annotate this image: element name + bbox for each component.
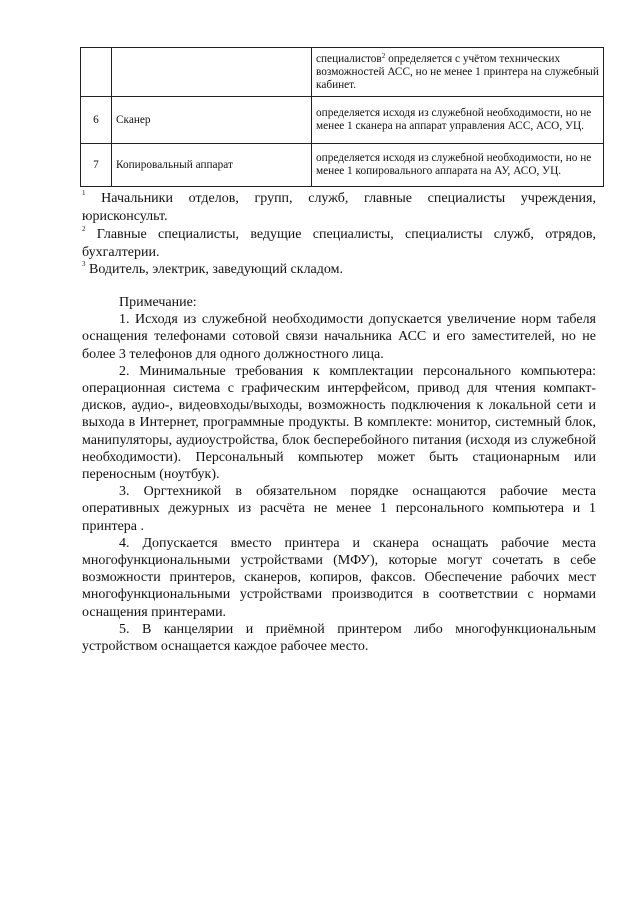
- equipment-norm: [312, 48, 604, 97]
- footnote-mark: 2: [82, 225, 86, 233]
- note-heading: Примечание:: [119, 295, 197, 310]
- footnote-ref: 2: [381, 51, 386, 60]
- note-item: 4. Допускается вместо принтера и сканера оснащать рабочие места многофункциональными устройствами (МФУ), которые могут сочетать в себе возможности принтеров, сканеров, копиров, факсов. Обеспечение рабочих мест многофункциональными устройствами производится в соответствии с нормами оснащения принтерами.: [82, 535, 596, 620]
- equipment-table: [80, 47, 604, 187]
- norm-text: специалистов: [316, 52, 382, 65]
- footnote-mark: 3: [82, 260, 86, 268]
- footnote-text: Начальники отделов, групп, служб, главные специалисты учреждения, юрисконсульт.: [82, 191, 596, 224]
- footnote-mark: 1: [82, 189, 86, 197]
- row-number: 7: [81, 144, 112, 187]
- table-row: [81, 97, 604, 144]
- footnote-text: Водитель, электрик, заведующий складом.: [85, 262, 343, 277]
- equipment-norm: [312, 97, 604, 144]
- norm-text-cont: определяется с учётом технических возможностей АСС, но не менее 1 принтера на служебный кабинет.: [316, 52, 599, 91]
- norm-text: определяется исходя из служебной необходимости, но не менее 1 сканера на аппарат управления АСС, АСО, УЦ.: [316, 107, 592, 132]
- equipment-name: Сканер: [112, 97, 312, 144]
- table-row: [81, 48, 604, 97]
- footnote-text: Главные специалисты, ведущие специалисты, специалисты служб, отрядов, бухгалтерии.: [82, 227, 596, 260]
- note-item: 3. Оргтехникой в обязательном порядке оснащаются рабочие места оперативных дежурных из расчёта не менее 1 персонального компьютера и 1 принтера .: [82, 484, 596, 534]
- footnote-3: [82, 261, 596, 279]
- footnote-2: [82, 226, 596, 262]
- norm-text: определяется исходя из служебной необходимости, но не менее 1 копировального аппарата на АУ, АСО, УЦ.: [316, 152, 592, 177]
- note-item: 5. В канцелярии и приёмной принтером либо многофункциональным устройством оснащается каждое рабочее место.: [82, 621, 596, 655]
- footnote-1: [82, 190, 596, 226]
- table-row: [81, 144, 604, 187]
- note-section: [82, 294, 596, 655]
- note-item: 1. Исходя из служебной необходимости допускается увеличение норм табеля оснащения телефонами сотовой связи начальника АСС и его заместителей, но не более 3 телефонов для одного должностного лица.: [82, 312, 596, 362]
- row-number: 6: [81, 97, 112, 144]
- equipment-name: [112, 48, 312, 97]
- note-item: 2. Минимальные требования к комплектации персонального компьютера: операционная система с графическим интерфейсом, привод для чтения компакт-дисков, аудио-, видеовходы/выходы, возможность подключения к локальной сети и выхода в Интернет, программные продукты. В комплекте: монитор, системный блок, манипуляторы, аудиоустройства, блок бесперебойного питания (исходя из служебной необходимости). Персональный компьютер может быть стационарным или переносным (ноутбук).: [82, 363, 596, 483]
- row-number: [81, 48, 112, 97]
- equipment-name: Копировальный аппарат: [112, 144, 312, 187]
- equipment-norm: [312, 144, 604, 187]
